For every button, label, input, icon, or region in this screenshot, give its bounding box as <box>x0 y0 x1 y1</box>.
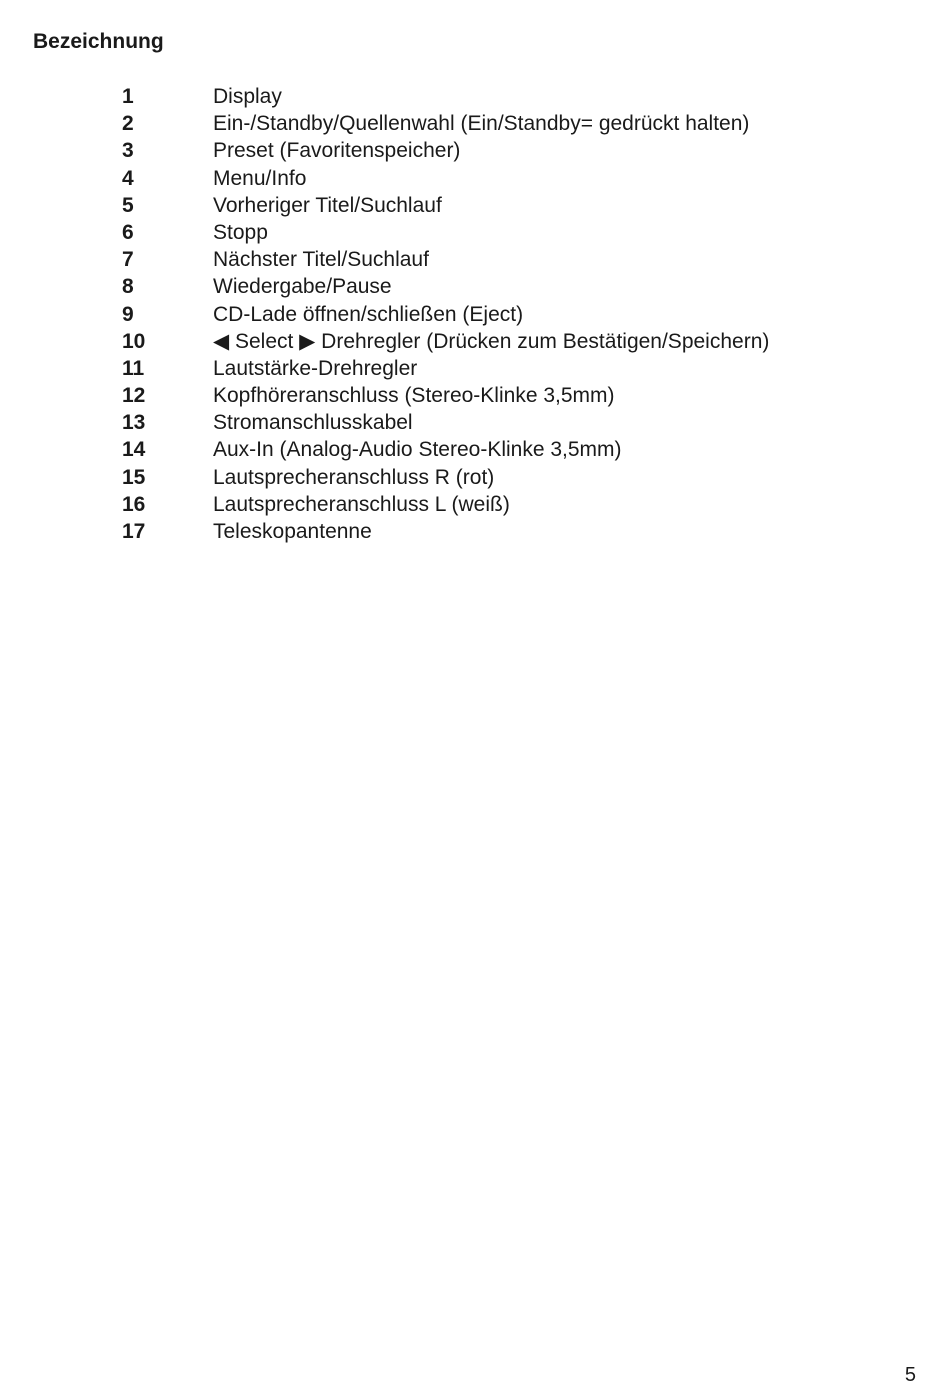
page-number: 5 <box>904 1364 916 1386</box>
legend-number: 17 <box>122 520 146 543</box>
legend-row <box>0 355 950 382</box>
legend-row <box>0 137 950 164</box>
legend-row <box>0 246 950 273</box>
legend-number: 9 <box>122 302 134 326</box>
legend-row <box>0 409 950 436</box>
legend-number: 1 <box>122 85 134 108</box>
legend-number: 14 <box>122 438 146 462</box>
component-legend <box>0 83 950 545</box>
legend-row <box>0 165 950 192</box>
legend-row <box>0 219 950 246</box>
legend-row <box>0 301 950 328</box>
legend-row <box>0 464 950 491</box>
legend-row <box>0 83 950 110</box>
legend-label: Vorheriger Titel/Suchlauf <box>213 193 442 217</box>
legend-row <box>0 273 950 300</box>
legend-row <box>0 328 950 355</box>
legend-number: 15 <box>122 465 146 489</box>
legend-number: 12 <box>122 384 146 408</box>
legend-number: 8 <box>122 275 134 299</box>
legend-label: Lautstärke-Drehregler <box>213 356 418 380</box>
legend-row <box>0 382 950 409</box>
legend-label: Stromanschlusskabel <box>213 411 413 435</box>
legend-label: Teleskopantenne <box>213 520 372 543</box>
legend-number: 7 <box>122 248 134 272</box>
legend-label: Preset (Favoritenspeicher) <box>213 139 461 163</box>
legend-row <box>0 518 950 545</box>
legend-label: Display <box>213 85 282 108</box>
legend-number: 11 <box>122 356 145 380</box>
legend-label: Stopp <box>213 220 268 244</box>
legend-label: Lautsprecheranschluss L (weiß) <box>213 492 510 516</box>
legend-number: 5 <box>122 193 134 217</box>
section-heading: Bezeichnung <box>33 30 164 53</box>
legend-label: Kopfhöreranschluss (Stereo-Klinke 3,5mm) <box>213 384 615 408</box>
legend-label: Lautsprecheranschluss R (rot) <box>213 465 495 489</box>
legend-label: Ein-/Standby/Quellenwahl (Ein/Standby= gedrückt halten) <box>213 112 750 136</box>
legend-label: Wiedergabe/Pause <box>213 275 392 299</box>
legend-label: ◀ Select ▶ Drehregler (Drücken zum Bestätigen/Speichern) <box>213 329 770 353</box>
legend-label: Nächster Titel/Suchlauf <box>213 248 429 272</box>
legend-number: 10 <box>122 329 146 353</box>
legend-number: 6 <box>122 220 134 244</box>
legend-number: 13 <box>122 411 146 435</box>
legend-label: CD-Lade öffnen/schließen (Eject) <box>213 302 524 326</box>
legend-row <box>0 436 950 463</box>
legend-label: Menu/Info <box>213 166 307 190</box>
legend-row <box>0 491 950 518</box>
legend-number: 2 <box>122 112 134 136</box>
legend-label: Aux-In (Analog-Audio Stereo-Klinke 3,5mm) <box>213 438 622 462</box>
legend-number: 16 <box>122 492 146 516</box>
legend-number: 4 <box>122 166 134 190</box>
legend-number: 3 <box>122 139 134 163</box>
legend-row <box>0 192 950 219</box>
legend-row <box>0 110 950 137</box>
